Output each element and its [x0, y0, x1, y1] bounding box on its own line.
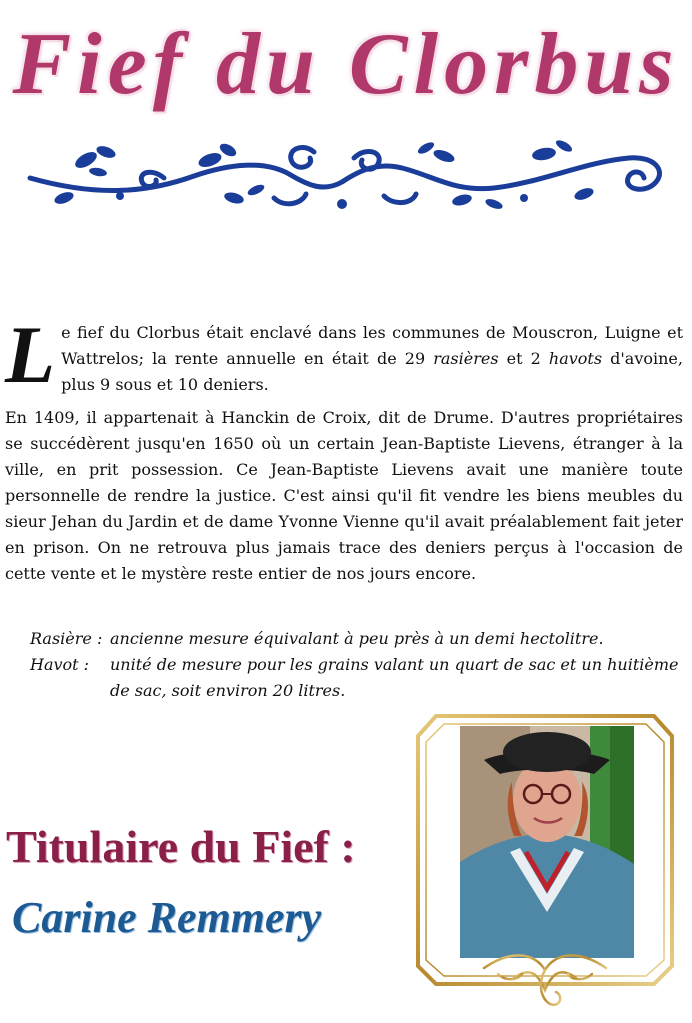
glossary — [30, 626, 685, 704]
portrait-frame — [414, 712, 676, 1012]
glossary-definition: ancienne mesure équivalant à peu près à un demi hectolitre. — [110, 629, 604, 648]
glossary-definition: unité de mesure pour les grains valant un quart de sac et un huitième de sac, soit environ 20 litres. — [110, 655, 679, 700]
term-havots: havots — [548, 349, 603, 368]
intro-paragraph — [5, 309, 683, 400]
portrait-photo — [460, 726, 634, 958]
term-rasieres: rasières — [433, 349, 499, 368]
glossary-item — [30, 626, 685, 652]
intro-text-start: e fief du Clorbus était enclavé dans les communes de Mouscron, Luigne et Wattrelos; la rente annuelle en était de 29 — [61, 323, 683, 368]
holder-name: Carine Remmery — [12, 893, 322, 942]
history-paragraph: En 1409, il appartenait à Hanckin de Croix, dit de Drume. D'autres propriétaires se succédèrent jusqu'en 1650 où un certain Jean-Baptiste Lievens, étranger à la ville, en prit possession. Ce Jean-Baptiste Lievens avait une manière toute personnelle de rendre la justice. C'est ainsi qu'il fit vendre les biens meubles du sieur Jehan du Jardin et de dame Yvonne Vienne qu'il avait préalablement fait jeter en prison. On ne retrouva plus jamais trace des deniers perçus à l'occasion de cette vente et le mystère reste entier de nos jours encore. — [5, 408, 683, 583]
glossary-item — [30, 652, 685, 704]
floral-scroll-ornament-icon — [24, 138, 668, 214]
holder-label: Titulaire du Fief : — [6, 821, 356, 872]
page-title: Fief du Clorbus — [12, 16, 680, 113]
glossary-term: Havot : — [30, 655, 90, 674]
drop-cap-letter: L — [5, 309, 56, 400]
intro-text-end: d'avoine, plus 9 sous et 10 deniers. — [61, 349, 683, 394]
glossary-term: Rasière : — [30, 629, 103, 648]
flourish-ornament-icon — [484, 955, 606, 1004]
intro-text-middle: et 2 — [498, 349, 549, 368]
